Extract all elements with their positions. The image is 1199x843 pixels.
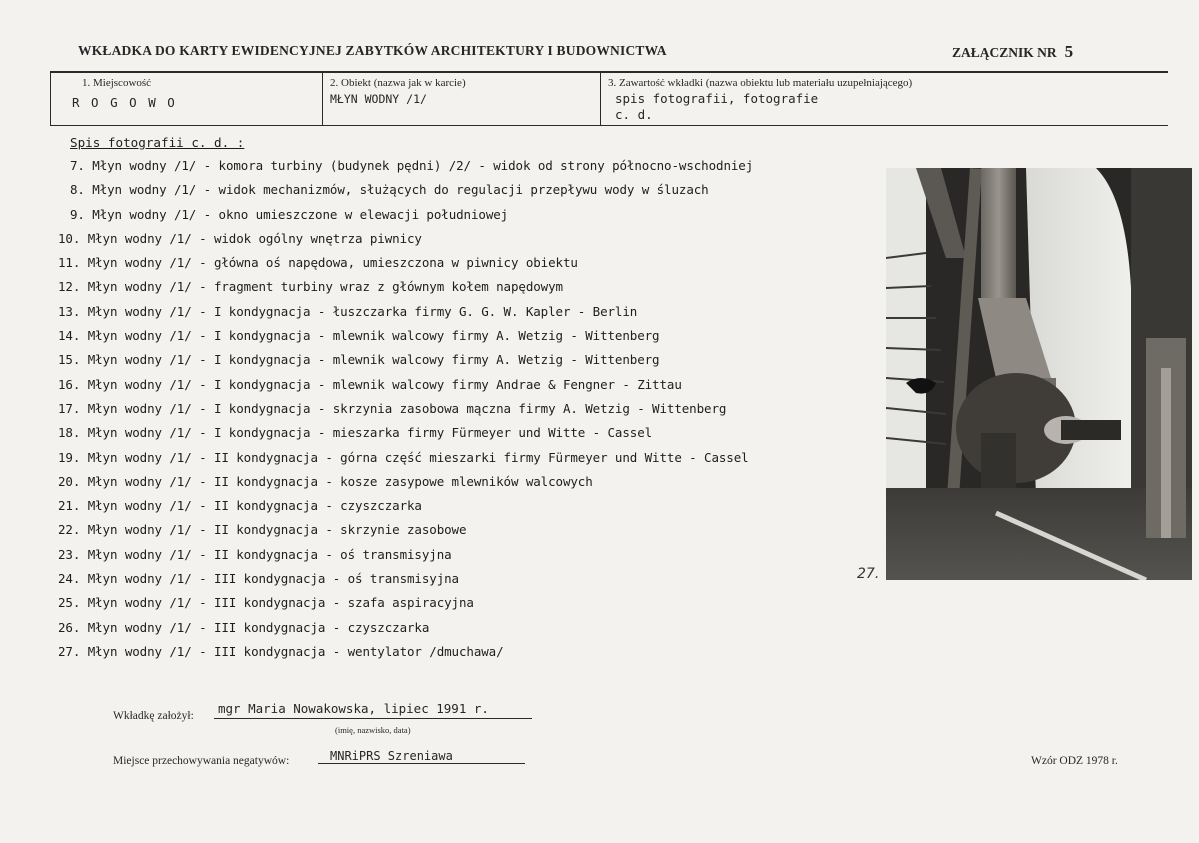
header-divider-3	[600, 71, 601, 126]
list-item: 13. Młyn wodny /1/ - I kondygnacja - łuszczarka firmy G. G. W. Kapler - Berlin	[58, 303, 638, 319]
content-label: 3. Zawartość wkładki (nazwa obiektu lub materiału uzupełniającego)	[608, 77, 913, 89]
list-item: 14. Młyn wodny /1/ - I kondygnacja - mlewnik walcowy firmy A. Wetzig - Wittenberg	[58, 328, 660, 344]
list-item: 17. Młyn wodny /1/ - I kondygnacja - skrzynia zasobowa mączna firmy A. Wetzig - Wittenberg	[58, 400, 727, 416]
list-item: 18. Młyn wodny /1/ - I kondygnacja - mieszarka firmy Fürmeyer und Witte - Cassel	[58, 425, 653, 441]
list-item: 11. Młyn wodny /1/ - główna oś napędowa, umieszczona w piwnicy obiektu	[58, 255, 578, 271]
list-item: 19. Młyn wodny /1/ - II kondygnacja - górna część mieszarki firmy Fürmeyer und Witte - Cassel	[58, 449, 749, 465]
header-bottom-rule	[50, 125, 1168, 126]
photo-image	[886, 168, 1192, 580]
mill-interior-photo	[886, 168, 1192, 580]
attachment-label: ZAŁĄCZNIK NR	[952, 45, 1057, 60]
list-item: 23. Młyn wodny /1/ - II kondygnacja - oś transmisyjna	[58, 546, 452, 562]
photo-list-title: Spis fotografii c. d. :	[70, 135, 245, 150]
list-item: 7. Młyn wodny /1/ - komora turbiny (budynek pędni) /2/ - widok od strony północno-wschodniej	[70, 158, 754, 173]
object-label: 2. Obiekt (nazwa jak w karcie)	[330, 77, 466, 89]
object-value: MŁYN WODNY /1/	[330, 92, 427, 106]
header-top-rule	[50, 71, 1168, 73]
negatives-underline	[318, 763, 525, 764]
author-underline	[214, 718, 532, 719]
locality-value: R O G O W O	[72, 95, 177, 110]
form-title: WKŁADKA DO KARTY EWIDENCYJNEJ ZABYTKÓW ARCHITEKTURY I BUDOWNICTWA	[78, 43, 667, 58]
photo-list	[58, 154, 753, 664]
content-value-line1: spis fotografii, fotografie	[615, 91, 819, 106]
list-item: 24. Młyn wodny /1/ - III kondygnacja - oś transmisyjna	[58, 571, 459, 587]
list-item: 8. Młyn wodny /1/ - widok mechanizmów, służących do regulacji przepływu wody w śluzach	[70, 182, 709, 198]
photo-number: 27.	[857, 566, 880, 582]
list-item: 9. Młyn wodny /1/ - okno umieszczone w elewacji południowej	[70, 206, 509, 222]
list-item: 27. Młyn wodny /1/ - III kondygnacja - wentylator /dmuchawa/	[58, 643, 504, 659]
list-item: 10. Młyn wodny /1/ - widok ogólny wnętrza piwnicy	[58, 230, 422, 246]
list-item: 20. Młyn wodny /1/ - II kondygnacja - kosze zasypowe mlewników walcowych	[58, 473, 593, 489]
attachment-number	[952, 42, 1073, 62]
author-caption: (imię, nazwisko, data)	[335, 725, 411, 735]
list-item: 25. Młyn wodny /1/ - III kondygnacja - szafa aspiracyjna	[58, 595, 474, 611]
header-divider-1	[50, 71, 51, 126]
content-value-line2: c. d.	[615, 107, 653, 122]
list-item: 22. Młyn wodny /1/ - II kondygnacja - skrzynie zasobowe	[58, 522, 467, 538]
attachment-number-value: 5	[1064, 42, 1074, 61]
list-item: 15. Młyn wodny /1/ - I kondygnacja - mlewnik walcowy firmy A. Wetzig - Wittenberg	[58, 352, 660, 368]
negatives-label: Miejsce przechowywania negatywów:	[113, 755, 290, 767]
locality-label: 1. Miejscowość	[82, 77, 152, 89]
list-item: 26. Młyn wodny /1/ - III kondygnacja - czyszczarka	[58, 619, 430, 635]
author-value: mgr Maria Nowakowska, lipiec 1991 r.	[218, 701, 489, 716]
author-label: Wkładkę założył:	[113, 710, 194, 722]
form-code: Wzór ODZ 1978 r.	[1031, 755, 1118, 767]
header-divider-2	[322, 71, 323, 126]
list-item: 21. Młyn wodny /1/ - II kondygnacja - czyszczarka	[58, 498, 422, 514]
negatives-value: MNRiPRS Szreniawa	[330, 749, 453, 763]
list-item: 16. Młyn wodny /1/ - I kondygnacja - mlewnik walcowy firmy Andrae & Fengner - Zittau	[58, 376, 682, 392]
list-item: 12. Młyn wodny /1/ - fragment turbiny wraz z głównym kołem napędowym	[58, 279, 563, 295]
